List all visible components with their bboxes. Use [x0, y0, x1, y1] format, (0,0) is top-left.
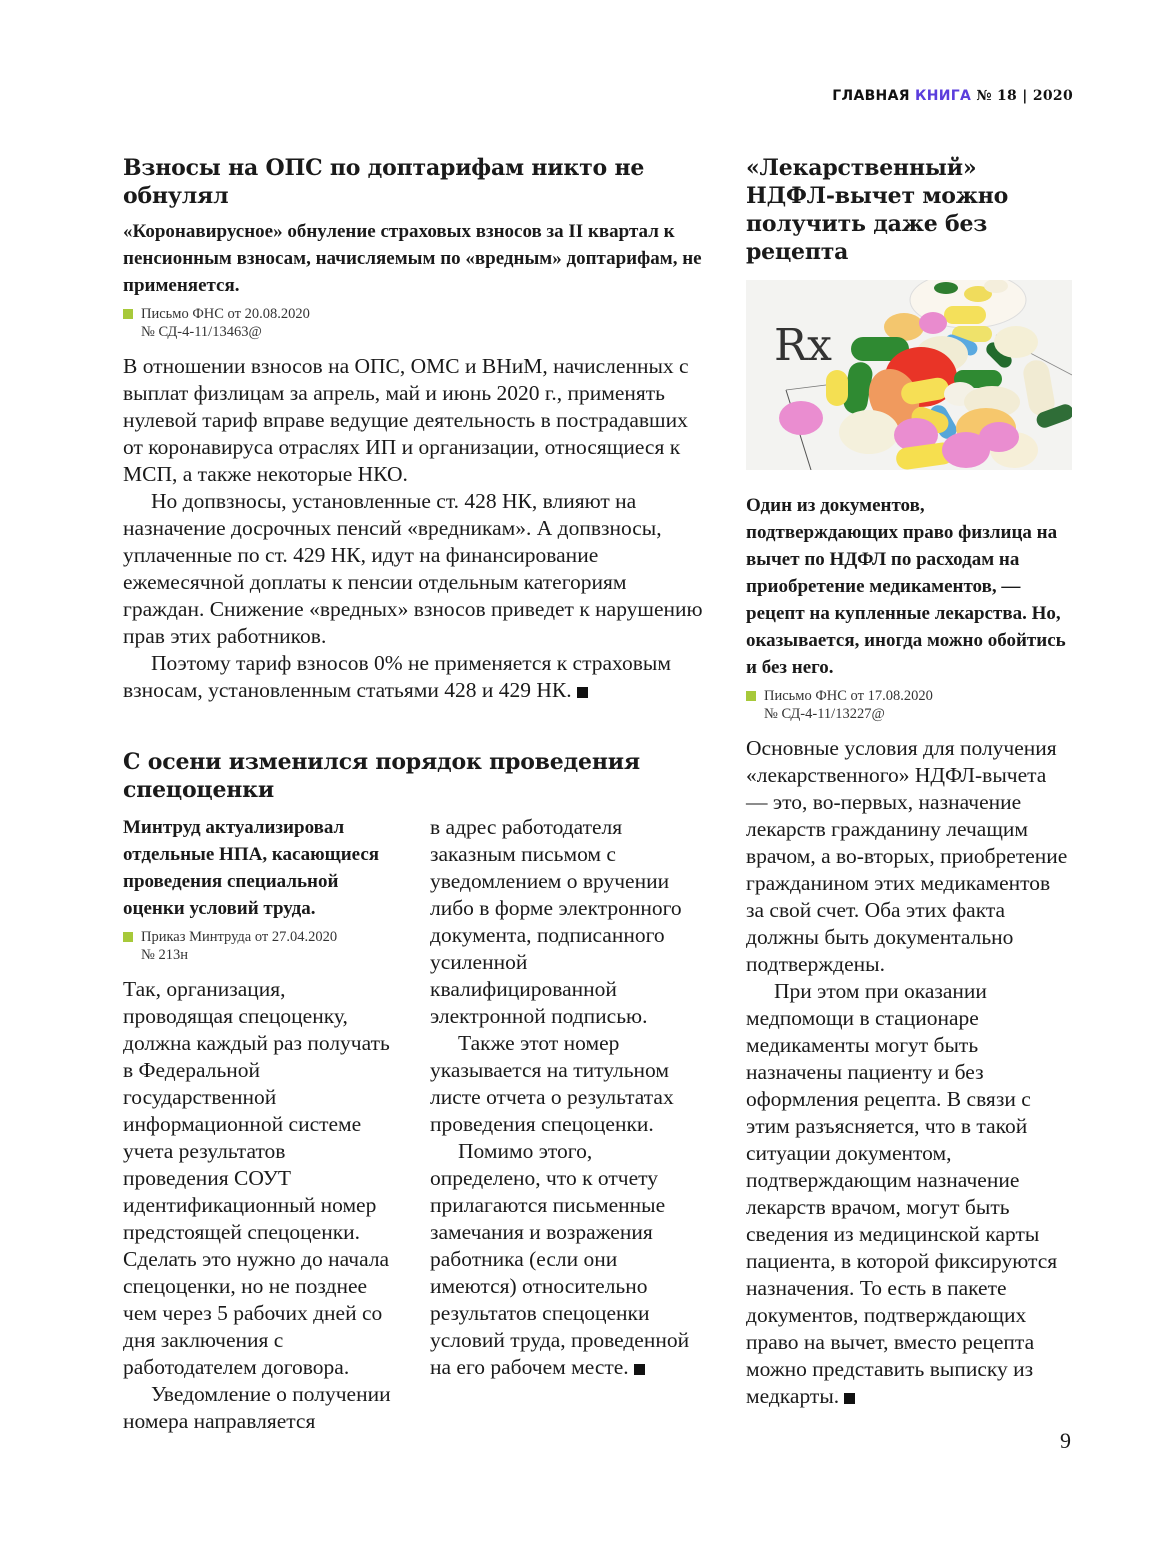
source-reference [123, 305, 703, 341]
source-line-2: № СД-4-11/13227@ [764, 706, 885, 722]
article-body [746, 735, 1072, 1410]
pills-photo [746, 280, 1072, 470]
source-line-1: Приказ Минтруда от 27.04.2020 [141, 929, 338, 945]
end-of-article-icon [634, 1364, 645, 1375]
article-body [123, 976, 396, 1435]
paragraph: в адрес работодателя заказным письмом с уведомлением о вручении либо в форме электронного документа, подписанного усиленной квалифицированной электронной подписью. [430, 815, 682, 1028]
source-line-2: № СД-4-11/13463@ [141, 324, 262, 340]
article-medicine-deduction [746, 154, 1072, 1410]
page-number: 9 [1060, 1428, 1071, 1453]
paragraph: Помимо этого, определено, что к отчету прилагаются письменные замечания и возражения работника (если они имеются) относительно результатов спецоценки условий труда, проведенной на его рабочем месте. [430, 1139, 690, 1379]
article-body [123, 353, 703, 704]
green-square-bullet-icon [746, 691, 756, 701]
article-special-assessment [123, 748, 703, 1435]
article-lead: «Коронавирусное» обнуление страховых взносов за II квартал к пенсионным взносам, начисляемым по «вредным» доптарифам, не применяется. [123, 221, 702, 296]
article-ops-contributions [123, 154, 703, 704]
paragraph: Так, организация, проводящая спецоценку, должна каждый раз получать в Федеральной государственной информационной системе учета результатов проведения СОУТ идентификационный номер предстоящей спецоценки. Сделать это нужно до начала спецоценки, но не позднее чем через 5 рабочих дней со дня заключения с работодателем договора. [123, 977, 390, 1379]
article-lead: Минтруд актуализировал отдельные НПА, касающиеся проведения специальной оценки условий труда. [123, 817, 380, 919]
end-of-article-icon [577, 687, 588, 698]
paragraph: Поэтому тариф взносов 0% не применяется к страховым взносам, установленным статьями 428 и 429 НК. [123, 651, 671, 702]
source-reference [123, 928, 396, 964]
column-right [430, 814, 703, 1435]
masthead [832, 88, 1073, 104]
article-title: Взносы на ОПС по доптарифам никто не обнулял [123, 155, 645, 209]
issue-number: № 18 | 2020 [976, 88, 1073, 104]
green-square-bullet-icon [123, 932, 133, 942]
paragraph: Основные условия для получения «лекарственного» НДФЛ-вычета — это, во-первых, назначение лекарств гражданину лечащим врачом, а во-вторых, приобретение гражданином этих медикаментов за свой счет. Оба этих факта должны быть документально подтверждены. [746, 736, 1068, 976]
brand-name-part2: КНИГА [914, 88, 972, 104]
brand-name-part1: ГЛАВНАЯ [832, 88, 910, 104]
article-lead: Один из документов, подтверждающих право физлица на вычет по НДФЛ по расходам на приобретение медикаментов, — рецепт на купленные лекарства. Но, оказывается, иногда можно обойтись и без него. [746, 495, 1066, 678]
end-of-article-icon [844, 1393, 855, 1404]
paragraph: При этом при оказании медпомощи в стационаре медикаменты могут быть назначены пациенту и без оформления рецепта. В связи с этим разъясняется, что в такой ситуации документом, подтверждающим назначение лекарств врачом, могут быть сведения из медицинской карты пациента, в которой фиксируются назначения. То есть в пакете документов, подтверждающих право на вычет, вместо рецепта можно представить выписку из медкарты. [746, 979, 1058, 1408]
article-body [430, 814, 703, 1381]
source-reference [746, 687, 1072, 723]
column-left [123, 814, 396, 1435]
article-title: «Лекарственный» НДФЛ-вычет можно получить даже без рецепта [746, 155, 1009, 265]
source-line-1: Письмо ФНС от 17.08.2020 [764, 688, 933, 704]
paragraph: Также этот номер указывается на титульном листе отчета о результатах проведения спецоценки. [430, 1031, 674, 1136]
paragraph: Уведомление о получении номера направляется [123, 1382, 391, 1433]
paragraph: Но допвзносы, установленные ст. 428 НК, влияют на назначение досрочных пенсий «вредникам». А допвзносы, уплаченные по ст. 429 НК, идут на финансирование ежемесячной доплаты к пенсии отдельным категориям граждан. Снижение «вредных» взносов приведет к нарушению прав этих работников. [123, 489, 703, 648]
paragraph: В отношении взносов на ОПС, ОМС и ВНиМ, начисленных с выплат физлицам за апрель, май и июнь 2020 г., применять нулевой тариф вправе ведущие деятельность в пострадавших от коронавируса отраслях ИП и организации, относящиеся к МСП, а также некоторые НКО. [123, 354, 689, 486]
article-title: С осени изменился порядок проведения спецоценки [123, 749, 640, 803]
source-line-1: Письмо ФНС от 20.08.2020 [141, 306, 310, 322]
source-line-2: № 213н [141, 947, 188, 963]
green-square-bullet-icon [123, 309, 133, 319]
rx-symbol: Rx [774, 320, 832, 371]
